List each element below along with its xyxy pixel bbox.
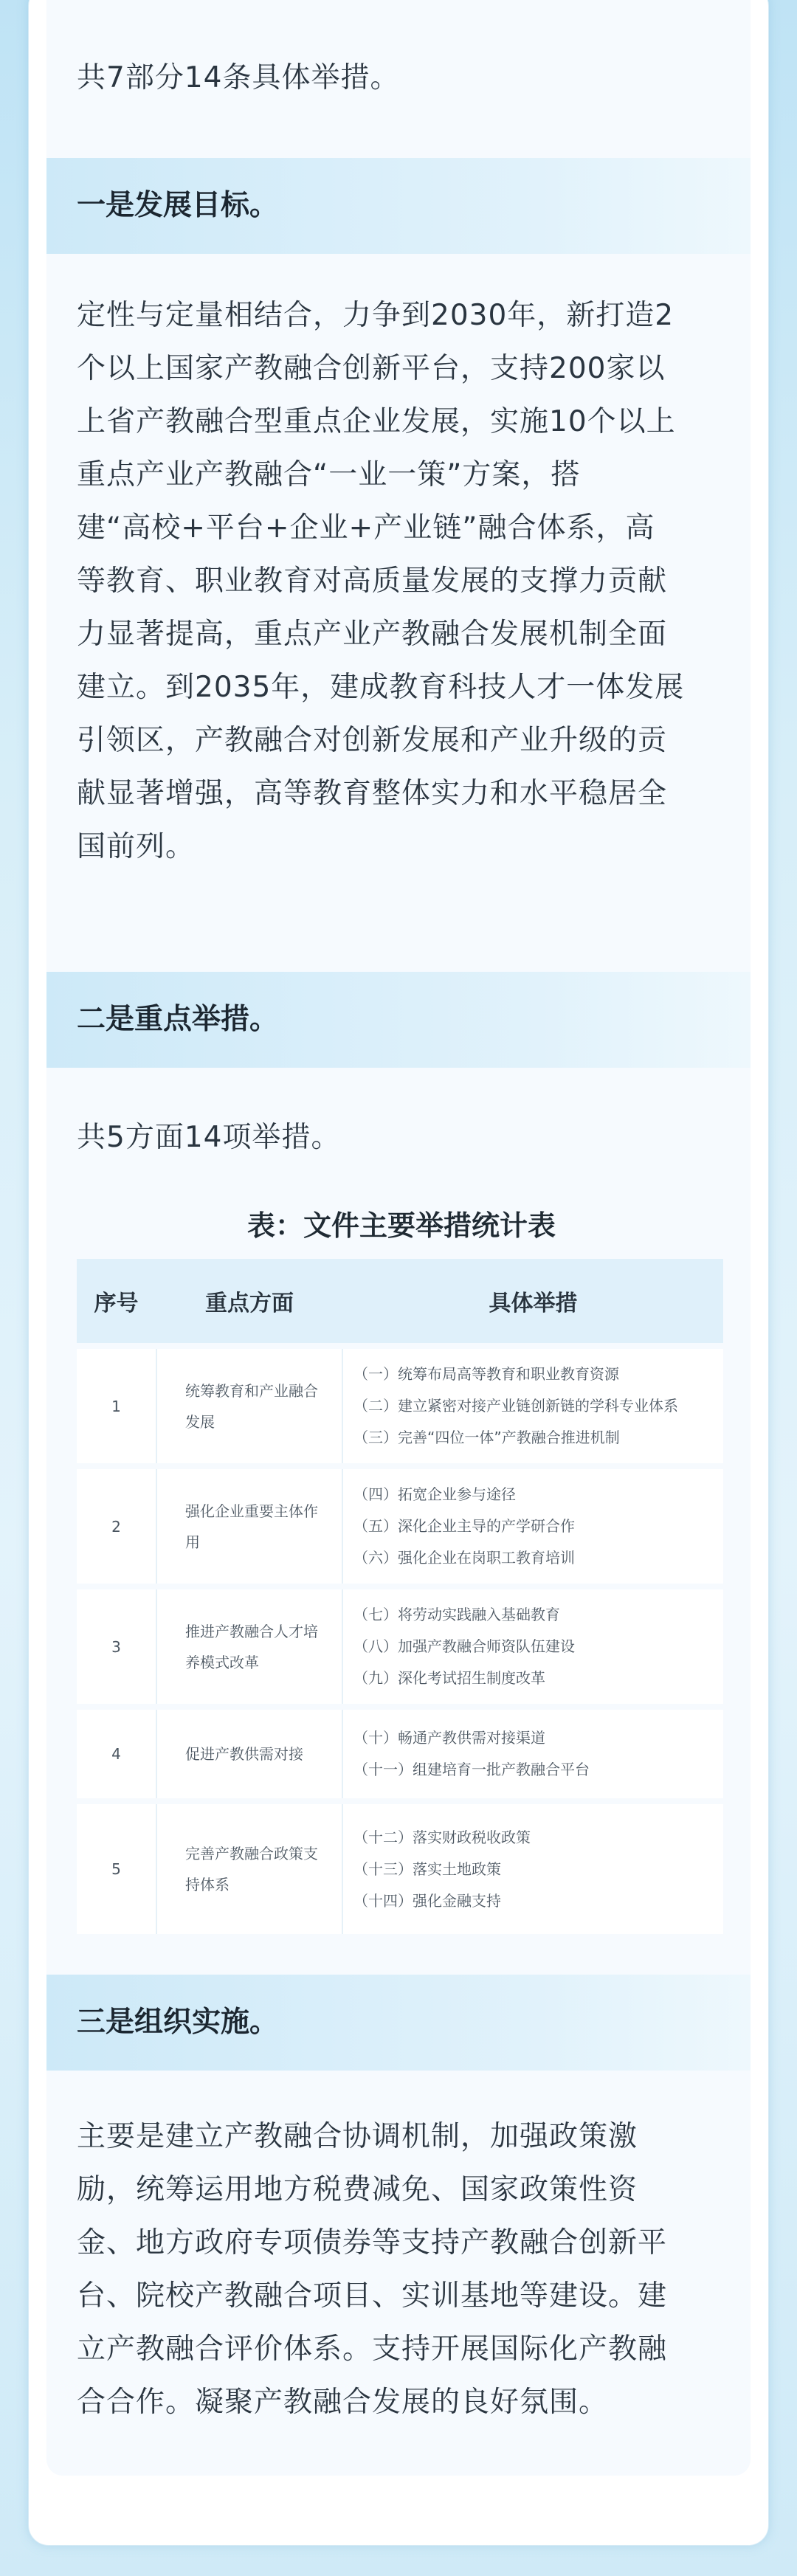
text-line: 国前列。 xyxy=(77,830,196,863)
row-measures xyxy=(343,1469,723,1584)
table-row xyxy=(77,1349,723,1463)
row-no: 3 xyxy=(111,1637,121,1656)
table-row xyxy=(77,1589,723,1704)
table-row xyxy=(77,1469,723,1584)
table-row xyxy=(77,1710,723,1798)
header-measures: 具体举措 xyxy=(489,1291,578,1316)
measure-item: （十三）落实土地政策 xyxy=(353,1860,501,1878)
measure-item: （十二）落实财政税收政策 xyxy=(353,1828,531,1846)
text-line: 台、院校产教融合项目、实训基地等建设。建 xyxy=(77,2279,668,2313)
section3-body xyxy=(77,2110,726,2429)
section2-heading: 二是重点举措。 xyxy=(77,1003,279,1036)
row-no: 2 xyxy=(111,1517,121,1536)
text-line: 建立。到2035年，建成教育科技人才一体发展 xyxy=(77,671,685,704)
measure-item: （六）强化企业在岗职工教育培训 xyxy=(353,1549,575,1567)
measure-item: （十四）强化金融支持 xyxy=(353,1891,501,1910)
section2-summary: 共5方面14项举措。 xyxy=(77,1121,341,1154)
section3-heading: 三是组织实施。 xyxy=(77,2006,279,2039)
text-line: 等教育、职业教育对高质量发展的支撑力贡献 xyxy=(77,564,668,598)
row-measures xyxy=(343,1710,723,1798)
text-line: 力显著提高，重点产业产教融合发展机制全面 xyxy=(77,618,668,651)
text-line: 上省产教融合型重点企业发展，实施10个以上 xyxy=(77,405,676,438)
row-no: 4 xyxy=(111,1745,121,1763)
measure-item: （九）深化考试招生制度改革 xyxy=(353,1669,545,1687)
text-line: 献显著增强，高等教育整体实力和水平稳居全 xyxy=(77,777,668,810)
header-aspect: 重点方面 xyxy=(205,1291,294,1316)
text-line: 励，统筹运用地方税费减免、国家政策性资 xyxy=(77,2173,638,2206)
text-line: 金、地方政府专项债券等支持产教融合创新平 xyxy=(77,2226,668,2259)
text-line: 合合作。凝聚产教融合发展的良好氛围。 xyxy=(77,2386,609,2419)
measure-item: （三）完善“四位一体”产教融合推进机制 xyxy=(353,1429,620,1446)
text-line: 个以上国家产教融合创新平台，支持200家以 xyxy=(77,352,666,385)
text-line: 建“高校+平台+企业+产业链”融合体系，高 xyxy=(77,511,655,545)
row-aspect: 统筹教育和产业融合发展 xyxy=(156,1349,343,1463)
row-aspect: 促进产教供需对接 xyxy=(156,1710,343,1798)
table-header-row xyxy=(77,1259,723,1343)
measure-item: （二）建立紧密对接产业链创新链的学科专业体系 xyxy=(353,1397,678,1415)
row-measures xyxy=(343,1349,723,1463)
row-measures xyxy=(343,1804,723,1934)
measure-item: （十一）组建培育一批产教融合平台 xyxy=(353,1761,590,1778)
measure-item: （七）将劳动实践融入基础教育 xyxy=(353,1606,560,1623)
header-no: 序号 xyxy=(94,1291,139,1316)
text-line: 立产教融合评价体系。支持开展国际化产教融 xyxy=(77,2332,668,2366)
section1-body xyxy=(77,289,726,874)
measures-table xyxy=(77,1259,723,1934)
text-line: 引领区，产教融合对创新发展和产业升级的贡 xyxy=(77,724,668,757)
measure-item: （十）畅通产教供需对接渠道 xyxy=(353,1729,545,1747)
row-no: 5 xyxy=(111,1860,121,1878)
row-aspect: 完善产教融合政策支持体系 xyxy=(156,1804,343,1934)
row-aspect: 强化企业重要主体作用 xyxy=(156,1469,343,1584)
measure-item: （四）拓宽企业参与途径 xyxy=(353,1485,516,1503)
measure-item: （五）深化企业主导的产学研合作 xyxy=(353,1517,575,1535)
measure-item: （八）加强产教融合师资队伍建设 xyxy=(353,1637,575,1655)
measure-item: （一）统筹布局高等教育和职业教育资源 xyxy=(353,1365,619,1383)
text-line: 定性与定量相结合，力争到2030年，新打造2 xyxy=(77,299,674,332)
table-title: 表：文件主要举措统计表 xyxy=(246,1209,556,1242)
section1-heading: 一是发展目标。 xyxy=(77,189,279,222)
intro-text: 共7部分14条具体举措。 xyxy=(77,61,400,94)
row-aspect: 推进产教融合人才培养模式改革 xyxy=(156,1589,343,1704)
text-line: 主要是建立产教融合协调机制，加强政策激 xyxy=(77,2120,638,2153)
row-measures xyxy=(343,1589,723,1704)
row-no: 1 xyxy=(111,1397,121,1415)
table-row xyxy=(77,1804,723,1934)
text-line: 重点产业产教融合“一业一策”方案，搭 xyxy=(77,458,581,491)
